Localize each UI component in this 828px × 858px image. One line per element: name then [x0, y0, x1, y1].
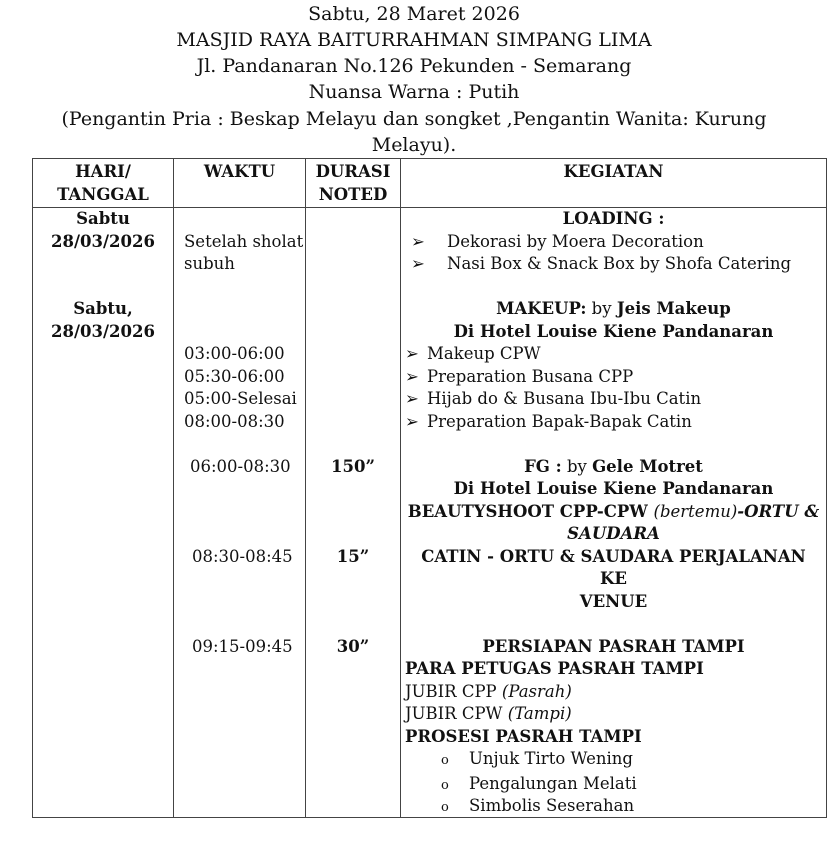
procession-step-label: Pengalungan Melati — [469, 773, 637, 793]
table-row — [33, 208, 827, 818]
jubir-cpp — [405, 681, 822, 704]
list-item — [405, 343, 822, 366]
header-day-date — [33, 159, 174, 208]
travel-duration: 15” — [336, 546, 370, 566]
loading-item-label: Nasi Box & Snack Box by Shofa Catering — [447, 254, 792, 273]
loading-item-label: Dekorasi by Moera Decoration — [447, 231, 704, 251]
list-item — [405, 773, 822, 798]
jubir-cpp-label: JUBIR CPP — [405, 681, 502, 701]
makeup-title-bold: MAKEUP: — [496, 299, 587, 318]
fg-title — [405, 456, 822, 479]
header-activity-label: KEGIATAN — [563, 162, 664, 181]
pasrah-officers-title: PARA PETUGAS PASRAH TAMPI — [405, 659, 704, 678]
schedule-table — [32, 158, 827, 818]
pasrah-duration: 30” — [336, 636, 370, 656]
bullet-icon: o — [441, 753, 449, 768]
procession-step-label: Simbolis Seserahan — [469, 796, 635, 815]
fg-duration: 150” — [331, 456, 375, 476]
jubir-cpw-role: (Tampi) — [507, 704, 572, 723]
makeup-item-label: Preparation Busana CPP — [427, 366, 634, 386]
day2-date: 28/03/2026 — [51, 321, 155, 341]
arrow-icon: ➢ — [411, 254, 425, 273]
procession-title: PROSESI PASRAH TAMPI — [405, 726, 642, 746]
header-noted-label: NOTED — [318, 184, 388, 204]
day-cell — [33, 208, 174, 818]
beautyshoot-note: (bertemu) — [653, 501, 738, 521]
makeup-time: 03:00-06:00 — [184, 344, 285, 363]
header-date-label: TANGGAL — [57, 184, 149, 204]
header-activity — [401, 159, 827, 208]
arrow-icon: ➢ — [411, 231, 425, 251]
travel-time: 08:30-08:45 — [192, 546, 293, 566]
makeup-item-label: Makeup CPW — [427, 344, 541, 363]
day1-date: 28/03/2026 — [51, 231, 155, 251]
fg-vendor: Gele Motret — [592, 456, 703, 476]
makeup-item-label: Preparation Bapak-Bapak Catin — [427, 411, 692, 431]
list-item — [405, 253, 822, 276]
makeup-location: Di Hotel Louise Kiene Pandanaran — [453, 321, 774, 341]
header-venue: MASJID RAYA BAITURRAHMAN SIMPANG LIMA — [176, 29, 652, 51]
list-item — [405, 797, 822, 817]
list-item — [405, 748, 822, 773]
bullet-icon: o — [441, 800, 449, 815]
list-item — [405, 411, 822, 434]
activity-cell — [401, 208, 827, 818]
beautyshoot-family: -ORTU & — [737, 501, 820, 521]
loading-time-2: subuh — [184, 254, 235, 273]
list-item — [405, 366, 822, 389]
jubir-cpw-label: JUBIR CPW — [405, 704, 508, 723]
header-duration-label: DURASI — [315, 162, 391, 181]
time-cell — [174, 208, 306, 818]
fg-title-bold: FG : — [524, 456, 562, 476]
fg-location: Di Hotel Louise Kiene Pandanaran — [453, 479, 774, 498]
header-address: Jl. Pandanaran No.126 Pekunden - Semarang — [196, 55, 632, 77]
beautyshoot-line — [405, 501, 822, 524]
pasrah-time: 09:15-09:45 — [192, 636, 293, 656]
arrow-icon: ➢ — [405, 366, 419, 386]
travel-line-1: CATIN - ORTU & SAUDARA PERJALANAN KE — [421, 546, 806, 588]
day2-name: Sabtu, — [73, 299, 133, 318]
makeup-item-label: Hijab do & Busana Ibu-Ibu Catin — [427, 389, 702, 408]
makeup-time: 05:00-Selesai — [184, 389, 297, 408]
header-attire — [0, 106, 828, 158]
bullet-icon: o — [441, 777, 449, 793]
arrow-icon: ➢ — [405, 344, 419, 363]
makeup-by: by — [586, 299, 617, 318]
attire-line-1: (Pengantin Pria : Beskap Melayu dan songket ,Pengantin Wanita: Kurung — [61, 108, 767, 130]
makeup-time: 08:00-08:30 — [184, 411, 285, 431]
table-header-row — [33, 159, 827, 208]
header-color-theme: Nuansa Warna : Putih — [308, 81, 520, 103]
fg-time: 06:00-08:30 — [190, 456, 291, 476]
duration-cell — [306, 208, 401, 818]
jubir-cpp-role: (Pasrah) — [501, 681, 572, 701]
day1-name: Sabtu — [76, 209, 130, 228]
header-date: Sabtu, 28 Maret 2026 — [308, 3, 520, 25]
beautyshoot-line-2: SAUDARA — [567, 524, 660, 543]
fg-by: by — [561, 456, 593, 476]
attire-line-2: Melayu). — [371, 134, 457, 156]
makeup-title — [405, 298, 822, 321]
procession-step-label: Unjuk Tirto Wening — [469, 749, 633, 768]
header-day-label: HARI/ — [75, 162, 131, 181]
makeup-time: 05:30-06:00 — [184, 366, 285, 386]
header-time — [174, 159, 306, 208]
jubir-cpw — [405, 703, 822, 726]
travel-line-2: VENUE — [579, 591, 648, 611]
loading-time-1: Setelah sholat — [184, 231, 304, 251]
arrow-icon: ➢ — [405, 411, 419, 431]
beautyshoot-text: BEAUTYSHOOT CPP-CPW — [407, 501, 654, 521]
header-time-label: WAKTU — [203, 162, 276, 181]
loading-title: LOADING : — [562, 209, 665, 228]
makeup-vendor: Jeis Makeup — [616, 299, 731, 318]
header-duration — [306, 159, 401, 208]
list-item — [405, 231, 822, 254]
arrow-icon: ➢ — [405, 389, 419, 408]
pasrah-prep-title: PERSIAPAN PASRAH TAMPI — [482, 636, 745, 656]
list-item — [405, 388, 822, 411]
